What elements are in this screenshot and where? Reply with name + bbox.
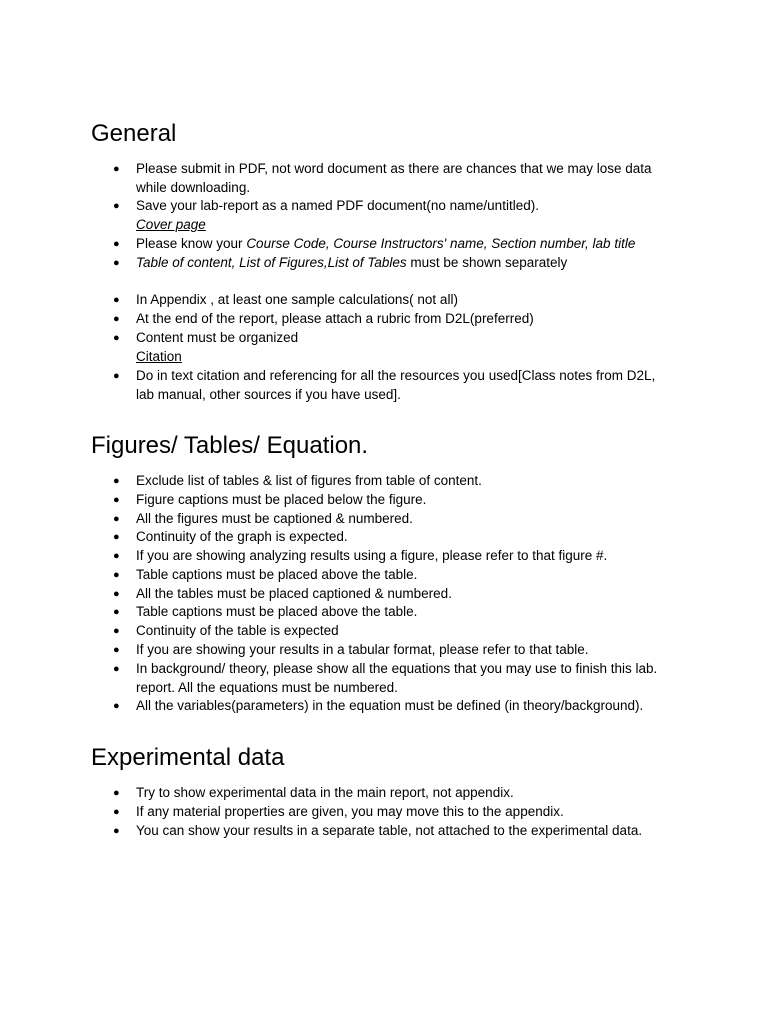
list-item: Continuity of the graph is expected.	[136, 529, 348, 544]
list-item: You can show your results in a separate table, not attached to the experimental data.	[136, 823, 643, 838]
bullet: ●	[113, 700, 120, 712]
list-item: Save your lab-report as a named PDF document(no name/untitled).	[136, 198, 539, 213]
section-heading-general: General	[91, 120, 177, 147]
bullet: ●	[113, 513, 120, 525]
list-item: In background/ theory, please show all the equations that you may use to finish this lab. report. All the equations must be numbered.	[136, 661, 658, 695]
bullet: ●	[113, 332, 120, 344]
bullet: ●	[113, 294, 120, 306]
list-item: Exclude list of tables & list of figures from table of content.	[136, 473, 482, 488]
subheading-citation: Citation	[136, 349, 182, 364]
bullet: ●	[113, 550, 120, 562]
bullet: ●	[113, 475, 120, 487]
bullet: ●	[113, 606, 120, 618]
bullet: ●	[113, 806, 120, 818]
bullet: ●	[113, 494, 120, 506]
bullet: ●	[113, 625, 120, 637]
bullet: ●	[113, 238, 120, 250]
bullet: ●	[113, 644, 120, 656]
list-item: Table captions must be placed above the table.	[136, 604, 418, 619]
list-item: Continuity of the table is expected	[136, 623, 339, 638]
list-item: Table captions must be placed above the table.	[136, 567, 418, 582]
bullet: ●	[113, 531, 120, 543]
list-item: Please submit in PDF, not word document as there are chances that we may lose data while downloading.	[136, 161, 652, 195]
bullet: ●	[113, 163, 120, 175]
bullet: ●	[113, 200, 120, 212]
list-item: If you are showing analyzing results using a figure, please refer to that figure #.	[136, 548, 608, 563]
list-item: All the variables(parameters) in the equation must be defined (in theory/background).	[136, 698, 644, 713]
list-item: Please know your Course Code, Course Instructors' name, Section number, lab title	[136, 236, 636, 251]
section-heading-figures: Figures/ Tables/ Equation.	[91, 432, 369, 459]
section-heading-experimental-data: Experimental data	[91, 744, 285, 771]
list-item: All the figures must be captioned & numbered.	[136, 511, 413, 526]
bullet: ●	[113, 663, 120, 675]
list-item: In Appendix , at least one sample calculations( not all)	[136, 292, 458, 307]
bullet: ●	[113, 313, 120, 325]
bullet: ●	[113, 257, 120, 269]
list-item: Content must be organized	[136, 330, 299, 345]
list-item: If you are showing your results in a tabular format, please refer to that table.	[136, 642, 589, 657]
bullet: ●	[113, 787, 120, 799]
bullet: ●	[113, 588, 120, 600]
list-item: At the end of the report, please attach a rubric from D2L(preferred)	[136, 311, 534, 326]
list-item: Table of content, List of Figures,List of Tables must be shown separately	[136, 255, 568, 270]
bullet: ●	[113, 569, 120, 581]
bullet: ●	[113, 825, 120, 837]
subheading-cover-page: Cover page	[136, 217, 206, 232]
list-item: Do in text citation and referencing for all the resources you used[Class notes from D2L, lab manual, other sources if you have used].	[136, 368, 656, 402]
list-item: Try to show experimental data in the main report, not appendix.	[136, 785, 514, 800]
list-item: Figure captions must be placed below the figure.	[136, 492, 427, 507]
list-item: If any material properties are given, you may move this to the appendix.	[136, 804, 564, 819]
list-item: All the tables must be placed captioned & numbered.	[136, 586, 452, 601]
bullet: ●	[113, 370, 120, 382]
